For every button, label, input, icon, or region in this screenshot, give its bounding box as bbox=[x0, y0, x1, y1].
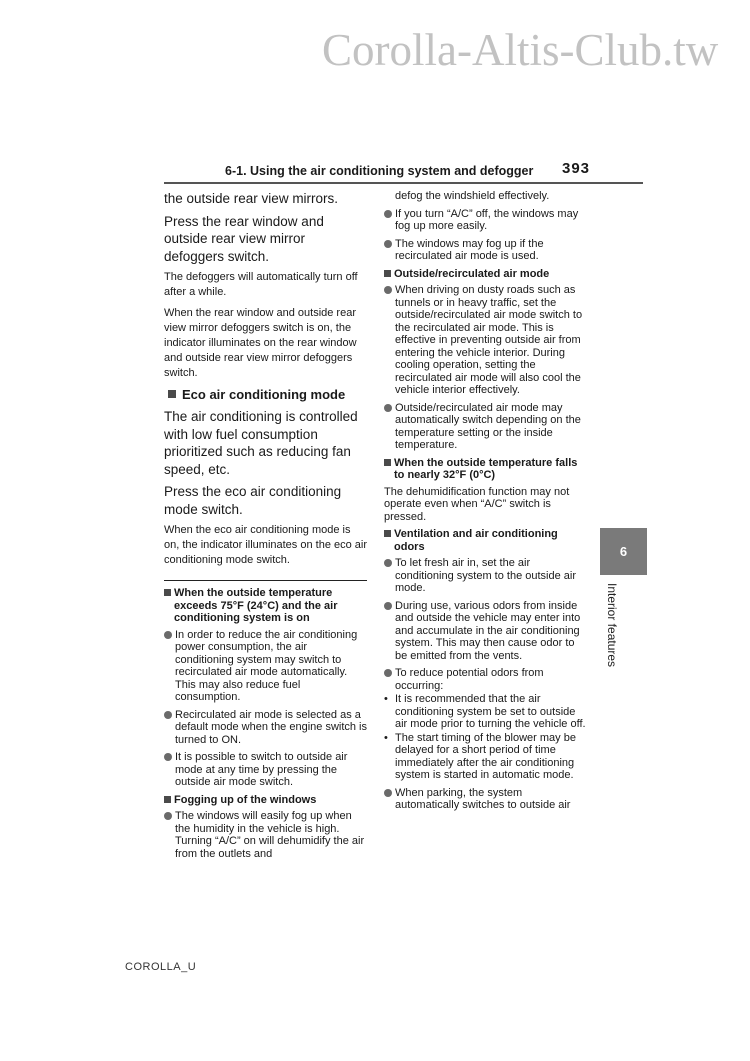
subheading-cold-temp: When the outside temperature falls to nearly 32°F (0°C) bbox=[384, 457, 588, 482]
circle-bullet-icon bbox=[384, 404, 392, 412]
subheading-outside-temp: When the outside temperature exceeds 75°F (24°C) and the air conditioning system is on bbox=[164, 587, 367, 625]
circle-bullet-icon bbox=[164, 631, 172, 639]
list-item: It is possible to switch to outside air mode at any time by pressing the outside air mode switch. bbox=[164, 751, 367, 789]
note: The defoggers will automatically turn off after a while. bbox=[164, 271, 358, 298]
note: When the rear window and outside rear view mirror defoggers switch is on, the indicator illuminates on the rear window and outside rear view mirror defoggers switch. bbox=[164, 307, 357, 379]
paragraph: Press the eco air conditioning mode switch. bbox=[164, 484, 342, 517]
divider bbox=[164, 580, 367, 581]
chapter-label: Interior features bbox=[605, 583, 619, 668]
list-item: During use, various odors from inside and outside the vehicle may enter into and accumulate in the air conditioning system. This may then cause odor to be emitted from the vents. bbox=[384, 600, 588, 663]
list-item: When driving on dusty roads such as tunnels or in heavy traffic, set the outside/recirculated air mode switch to the recirculated air mode. This is effective in preventing outside air from entering the vehicle interior. During cooling operation, setting the recirculated air mode will also cool the vehicle interior effectively. bbox=[384, 284, 588, 397]
footer-code: COROLLA_U bbox=[125, 961, 197, 973]
list-item: If you turn “A/C” off, the windows may fog up more easily. bbox=[384, 208, 588, 233]
circle-bullet-icon bbox=[384, 240, 392, 248]
square-bullet-icon bbox=[384, 270, 391, 277]
subheading-recirculated: Outside/recirculated air mode bbox=[384, 268, 588, 281]
circle-bullet-icon bbox=[164, 753, 172, 761]
list-item: The windows may fog up if the recirculated air mode is used. bbox=[384, 238, 588, 263]
circle-bullet-icon bbox=[384, 669, 392, 677]
circle-bullet-icon bbox=[384, 210, 392, 218]
paragraph: The dehumidification function may not operate even when “A/C” switch is pressed. bbox=[384, 485, 570, 523]
square-bullet-icon bbox=[168, 390, 176, 398]
note: When the eco air conditioning mode is on, the indicator illuminates on the eco air conditioning mode switch. bbox=[164, 524, 368, 566]
subheading-fogging: Fogging up of the windows bbox=[164, 794, 367, 807]
paragraph: The air conditioning is controlled with low fuel consumption prioritized such as reducing fan speed, etc. bbox=[164, 409, 358, 477]
list-item: The windows will easily fog up when the humidity in the vehicle is high. Turning “A/C” on will dehumidify the air from the outlets and bbox=[164, 810, 367, 860]
circle-bullet-icon bbox=[384, 559, 392, 567]
square-bullet-icon bbox=[164, 796, 171, 803]
square-bullet-icon bbox=[164, 589, 171, 596]
circle-bullet-icon bbox=[384, 286, 392, 294]
list-item: In order to reduce the air conditioning power consumption, the air conditioning system may switch to recirculated air mode automatically. This may also reduce fuel consumption. bbox=[164, 629, 367, 704]
continued-text: defog the windshield effectively. bbox=[395, 190, 550, 202]
circle-bullet-icon bbox=[384, 602, 392, 610]
dash-bullet-icon: • bbox=[384, 731, 388, 744]
section-heading-eco: Eco air conditioning mode bbox=[164, 387, 367, 402]
circle-bullet-icon bbox=[384, 789, 392, 797]
dash-bullet-icon: • bbox=[384, 693, 388, 705]
square-bullet-icon bbox=[384, 530, 391, 537]
circle-bullet-icon bbox=[164, 711, 172, 719]
square-bullet-icon bbox=[384, 459, 391, 466]
section-title: 6-1. Using the air conditioning system and defogger bbox=[225, 164, 534, 178]
list-item: Recirculated air mode is selected as a default mode when the engine switch is turned to ON. bbox=[164, 709, 367, 747]
watermark-text: Corolla-Altis-Club.tw bbox=[322, 25, 719, 75]
sub-list-item: • The start timing of the blower may be delayed for a short period of time immediately after the air conditioning system is started in automatic mode. bbox=[384, 731, 576, 781]
header-rule bbox=[164, 182, 643, 184]
paragraph: Press the rear window and outside rear view mirror defoggers switch. bbox=[164, 213, 324, 264]
subheading-ventilation: Ventilation and air conditioning odors bbox=[384, 528, 588, 553]
sub-list-item: • It is recommended that the air conditioning system be set to outside air mode prior to turning the vehicle off. bbox=[384, 693, 586, 730]
left-column bbox=[164, 190, 367, 865]
paragraph: the outside rear view mirrors. bbox=[164, 191, 339, 206]
circle-bullet-icon bbox=[164, 812, 172, 820]
list-item: Outside/recirculated air mode may automatically switch depending on the temperature setting or the inside temperature. bbox=[384, 402, 588, 452]
right-column bbox=[384, 190, 588, 817]
page-number: 393 bbox=[562, 160, 591, 177]
list-item: To reduce potential odors from occurring: bbox=[384, 667, 588, 692]
chapter-tab: 6 bbox=[600, 528, 647, 575]
list-item: To let fresh air in, set the air conditioning system to the outside air mode. bbox=[384, 557, 588, 595]
list-item: When parking, the system automatically switches to outside air bbox=[384, 787, 588, 812]
